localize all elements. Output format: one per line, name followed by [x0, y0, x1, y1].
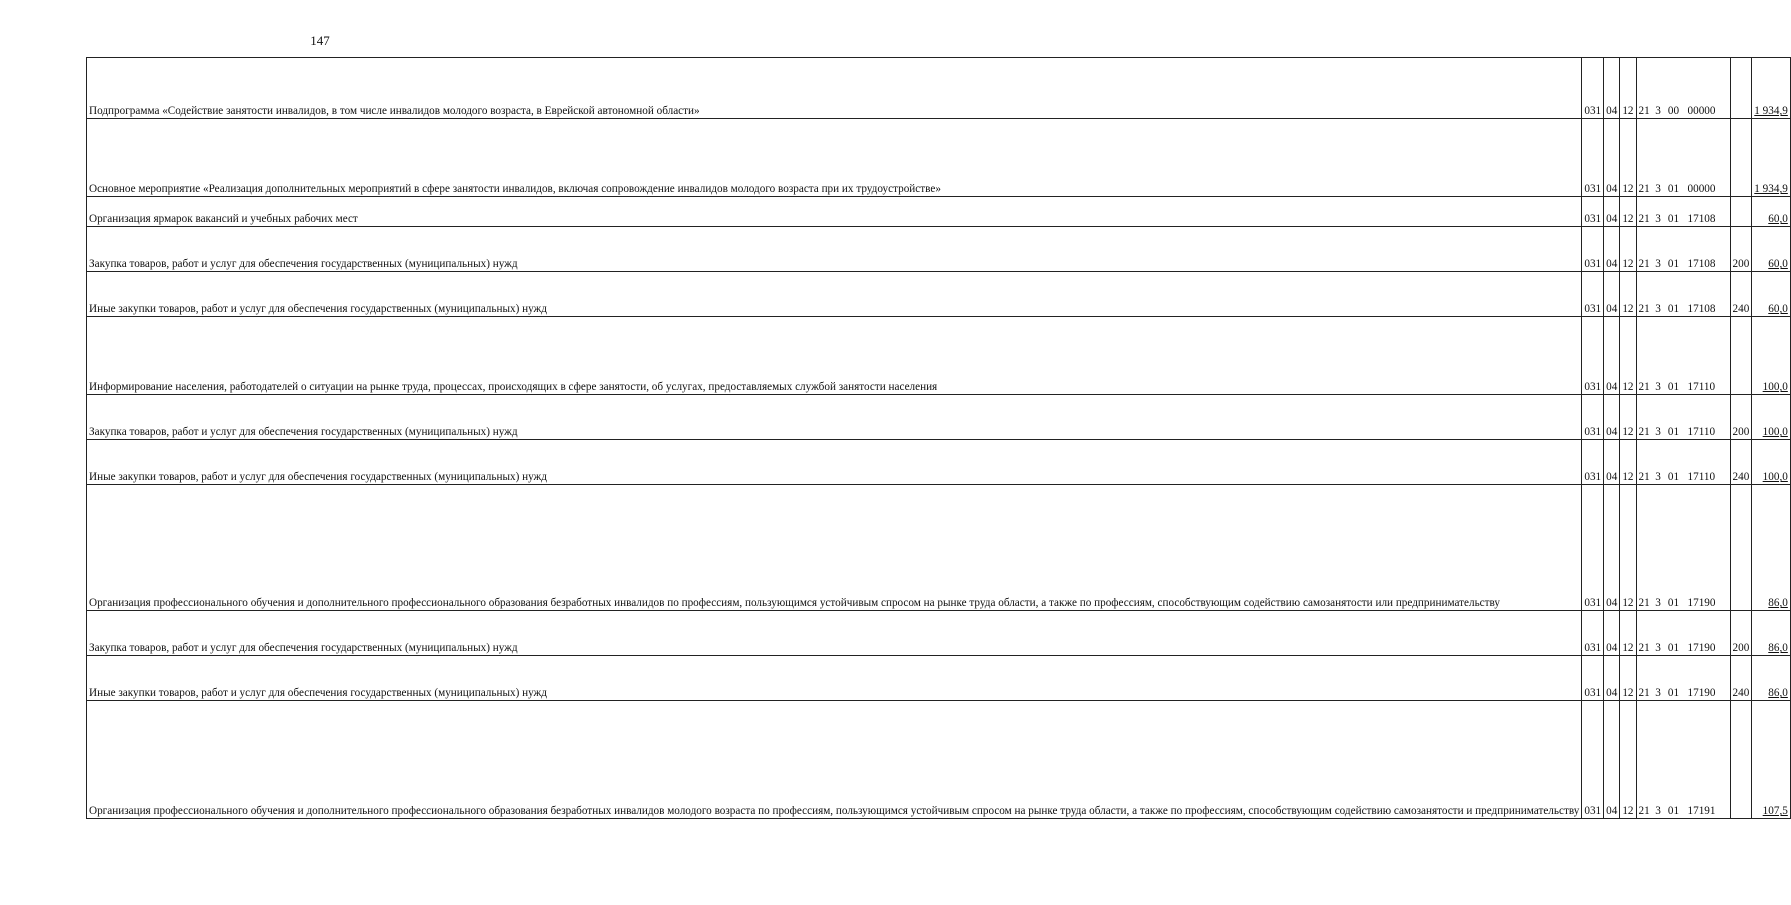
- amount-value: 60,0: [1768, 258, 1788, 271]
- subprogram-code: 3: [1655, 426, 1661, 439]
- table-row: [87, 611, 1791, 656]
- ministry-code: 031: [1582, 656, 1604, 701]
- subsection-code: 12: [1620, 611, 1636, 656]
- direction-code: 00000: [1687, 105, 1716, 118]
- table-row: [87, 58, 1791, 119]
- program-code: 21: [1638, 213, 1650, 226]
- subprogram-code: 3: [1655, 805, 1661, 818]
- expense-type-code: [1730, 701, 1752, 819]
- ministry-code: 031: [1582, 317, 1604, 395]
- program-code: 21: [1638, 805, 1650, 818]
- amount-value: 100,0: [1762, 471, 1788, 484]
- target-article-code: [1636, 440, 1730, 485]
- subprogram-code: 3: [1655, 213, 1661, 226]
- expense-name: Закупка товаров, работ и услуг для обеспечения государственных (муниципальных) нужд: [87, 611, 1582, 656]
- subsection-code: 12: [1620, 395, 1636, 440]
- section-code: 04: [1604, 197, 1620, 227]
- subsection-code: 12: [1620, 119, 1636, 197]
- amount: [1752, 317, 1791, 395]
- table-row: [87, 119, 1791, 197]
- table-row: [87, 395, 1791, 440]
- subprogram-code: 3: [1655, 258, 1661, 271]
- amount-value: 100,0: [1762, 426, 1788, 439]
- event-code: 00: [1667, 105, 1680, 118]
- amount-value: 1 934,9: [1754, 105, 1788, 118]
- program-code: 21: [1638, 183, 1650, 196]
- direction-code: 17190: [1687, 597, 1716, 610]
- subprogram-code: 3: [1655, 642, 1661, 655]
- program-code: 21: [1638, 642, 1650, 655]
- section-code: 04: [1604, 119, 1620, 197]
- direction-code: 17108: [1687, 213, 1716, 226]
- section-code: 04: [1604, 317, 1620, 395]
- section-code: 04: [1604, 701, 1620, 819]
- budget-table: [86, 57, 1791, 819]
- event-code: 01: [1667, 213, 1680, 226]
- target-article-code: [1636, 227, 1730, 272]
- event-code: 01: [1667, 805, 1680, 818]
- subsection-code: 12: [1620, 701, 1636, 819]
- ministry-code: 031: [1582, 119, 1604, 197]
- amount: [1752, 119, 1791, 197]
- expense-type-code: [1730, 317, 1752, 395]
- program-code: 21: [1638, 426, 1650, 439]
- section-code: 04: [1604, 485, 1620, 611]
- subprogram-code: 3: [1655, 471, 1661, 484]
- direction-code: 17110: [1687, 471, 1716, 484]
- direction-code: 17110: [1687, 426, 1716, 439]
- expense-type-code: [1730, 485, 1752, 611]
- amount: [1752, 197, 1791, 227]
- subsection-code: 12: [1620, 272, 1636, 317]
- expense-name: Иные закупки товаров, работ и услуг для обеспечения государственных (муниципальных) нужд: [87, 272, 1582, 317]
- direction-code: 17191: [1687, 805, 1716, 818]
- expense-name: Иные закупки товаров, работ и услуг для обеспечения государственных (муниципальных) нужд: [87, 656, 1582, 701]
- program-code: 21: [1638, 303, 1650, 316]
- subsection-code: 12: [1620, 317, 1636, 395]
- ministry-code: 031: [1582, 611, 1604, 656]
- program-code: 21: [1638, 105, 1650, 118]
- target-article-code: [1636, 58, 1730, 119]
- table-row: [87, 701, 1791, 819]
- amount: [1752, 485, 1791, 611]
- subprogram-code: 3: [1655, 105, 1661, 118]
- ministry-code: 031: [1582, 227, 1604, 272]
- expense-name: Подпрограмма «Содействие занятости инвалидов, в том числе инвалидов молодого возраста, в Еврейской автономной области»: [87, 58, 1582, 119]
- target-article-code: [1636, 701, 1730, 819]
- amount-value: 100,0: [1762, 381, 1788, 394]
- subsection-code: 12: [1620, 227, 1636, 272]
- subprogram-code: 3: [1655, 687, 1661, 700]
- expense-type-code: 200: [1730, 611, 1752, 656]
- section-code: 04: [1604, 395, 1620, 440]
- expense-name: Иные закупки товаров, работ и услуг для обеспечения государственных (муниципальных) нужд: [87, 440, 1582, 485]
- ministry-code: 031: [1582, 58, 1604, 119]
- subprogram-code: 3: [1655, 303, 1661, 316]
- section-code: 04: [1604, 58, 1620, 119]
- expense-name: Закупка товаров, работ и услуг для обеспечения государственных (муниципальных) нужд: [87, 227, 1582, 272]
- target-article-code: [1636, 197, 1730, 227]
- event-code: 01: [1667, 597, 1680, 610]
- expense-name: Закупка товаров, работ и услуг для обеспечения государственных (муниципальных) нужд: [87, 395, 1582, 440]
- expense-name: Информирование населения, работодателей о ситуации на рынке труда, процессах, происходящих в сфере занятости, об услугах, предоставляемых службой занятости населения: [87, 317, 1582, 395]
- direction-code: 17108: [1687, 303, 1716, 316]
- table-row: [87, 317, 1791, 395]
- amount: [1752, 227, 1791, 272]
- expense-name: Основное мероприятие «Реализация дополнительных мероприятий в сфере занятости инвалидов, включая сопровождение инвалидов молодого возраста при их трудоустройстве»: [87, 119, 1582, 197]
- table-row: [87, 272, 1791, 317]
- target-article-code: [1636, 272, 1730, 317]
- amount-value: 60,0: [1768, 213, 1788, 226]
- ministry-code: 031: [1582, 440, 1604, 485]
- program-code: 21: [1638, 381, 1650, 394]
- subprogram-code: 3: [1655, 381, 1661, 394]
- section-code: 04: [1604, 611, 1620, 656]
- direction-code: 17190: [1687, 642, 1716, 655]
- amount: [1752, 395, 1791, 440]
- event-code: 01: [1667, 642, 1680, 655]
- expense-name: Организация профессионального обучения и дополнительного профессионального образования безработных инвалидов по профессиям, пользующимся устойчивым спросом на рынке труда области, а также по профессиям, способствующим содействию самозанятости или предпринимательству: [87, 485, 1582, 611]
- amount: [1752, 440, 1791, 485]
- table-row: [87, 197, 1791, 227]
- event-code: 01: [1667, 303, 1680, 316]
- section-code: 04: [1604, 440, 1620, 485]
- subsection-code: 12: [1620, 440, 1636, 485]
- expense-type-code: 200: [1730, 395, 1752, 440]
- event-code: 01: [1667, 471, 1680, 484]
- direction-code: 00000: [1687, 183, 1716, 196]
- ministry-code: 031: [1582, 395, 1604, 440]
- subsection-code: 12: [1620, 197, 1636, 227]
- table-row: [87, 656, 1791, 701]
- event-code: 01: [1667, 258, 1680, 271]
- expense-type-code: 200: [1730, 227, 1752, 272]
- subsection-code: 12: [1620, 58, 1636, 119]
- expense-type-code: 240: [1730, 272, 1752, 317]
- section-code: 04: [1604, 227, 1620, 272]
- amount: [1752, 272, 1791, 317]
- ministry-code: 031: [1582, 197, 1604, 227]
- target-article-code: [1636, 119, 1730, 197]
- event-code: 01: [1667, 183, 1680, 196]
- subsection-code: 12: [1620, 656, 1636, 701]
- program-code: 21: [1638, 597, 1650, 610]
- section-code: 04: [1604, 272, 1620, 317]
- event-code: 01: [1667, 381, 1680, 394]
- table-row: [87, 440, 1791, 485]
- section-code: 04: [1604, 656, 1620, 701]
- amount-value: 107,5: [1762, 805, 1788, 818]
- event-code: 01: [1667, 426, 1680, 439]
- program-code: 21: [1638, 471, 1650, 484]
- expense-type-code: 240: [1730, 656, 1752, 701]
- budget-table-body: [87, 58, 1791, 819]
- expense-type-code: [1730, 58, 1752, 119]
- target-article-code: [1636, 317, 1730, 395]
- table-row: [87, 227, 1791, 272]
- subsection-code: 12: [1620, 485, 1636, 611]
- amount: [1752, 58, 1791, 119]
- subprogram-code: 3: [1655, 183, 1661, 196]
- table-row: [87, 485, 1791, 611]
- direction-code: 17110: [1687, 381, 1716, 394]
- target-article-code: [1636, 656, 1730, 701]
- amount: [1752, 701, 1791, 819]
- target-article-code: [1636, 611, 1730, 656]
- event-code: 01: [1667, 687, 1680, 700]
- program-code: 21: [1638, 687, 1650, 700]
- amount-value: 60,0: [1768, 303, 1788, 316]
- amount-value: 86,0: [1768, 642, 1788, 655]
- page-number: 147: [310, 33, 330, 48]
- expense-name: Организация ярмарок вакансий и учебных рабочих мест: [87, 197, 1582, 227]
- direction-code: 17190: [1687, 687, 1716, 700]
- expense-type-code: [1730, 197, 1752, 227]
- target-article-code: [1636, 485, 1730, 611]
- direction-code: 17108: [1687, 258, 1716, 271]
- amount: [1752, 656, 1791, 701]
- subprogram-code: 3: [1655, 597, 1661, 610]
- expense-type-code: 240: [1730, 440, 1752, 485]
- target-article-code: [1636, 395, 1730, 440]
- amount: [1752, 611, 1791, 656]
- expense-type-code: [1730, 119, 1752, 197]
- ministry-code: 031: [1582, 701, 1604, 819]
- program-code: 21: [1638, 258, 1650, 271]
- amount-value: 1 934,9: [1754, 183, 1788, 196]
- ministry-code: 031: [1582, 485, 1604, 611]
- amount-value: 86,0: [1768, 597, 1788, 610]
- amount-value: 86,0: [1768, 687, 1788, 700]
- expense-name: Организация профессионального обучения и дополнительного профессионального образования безработных инвалидов молодого возраста по профессиям, пользующимся устойчивым спросом на рынке труда области, а также по профессиям, способствующим содействию самозанятости и предпринимательству: [87, 701, 1582, 819]
- ministry-code: 031: [1582, 272, 1604, 317]
